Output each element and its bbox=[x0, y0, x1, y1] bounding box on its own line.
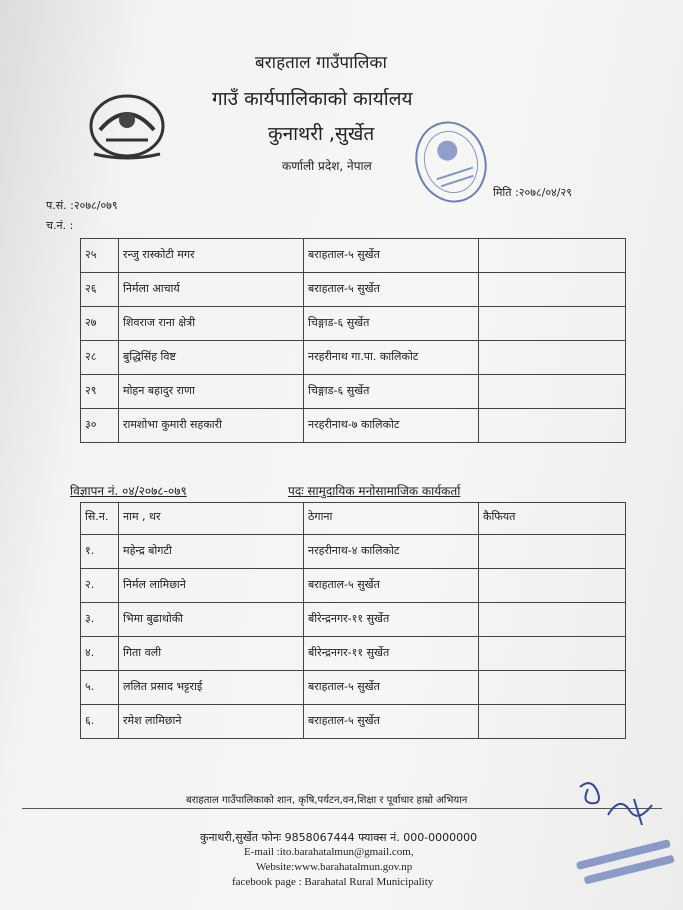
letter-number: प.सं. :२०७८/०७९ bbox=[46, 199, 118, 212]
remarks-cell bbox=[479, 341, 626, 375]
serial-cell: २. bbox=[81, 569, 119, 603]
office-name: गाउँ कार्यपालिकाको कार्यालय bbox=[212, 88, 413, 110]
name-cell: गिता वली bbox=[119, 637, 304, 671]
serial-cell: ३० bbox=[81, 409, 119, 443]
candidates-table-2 bbox=[80, 502, 626, 739]
serial-cell: ४. bbox=[81, 637, 119, 671]
serial-cell: ३. bbox=[81, 603, 119, 637]
footer-divider bbox=[22, 808, 662, 809]
name-cell: रामशोभा कुमारी सहकारी bbox=[119, 409, 304, 443]
advert-number: विज्ञापन नं. ०४/२०७८-०७९ bbox=[70, 484, 187, 498]
name-cell: बुद्धिसिंह विष्ट bbox=[119, 341, 304, 375]
remarks-cell bbox=[479, 637, 626, 671]
remarks-cell bbox=[479, 239, 626, 273]
remarks-cell bbox=[479, 603, 626, 637]
name-cell: रमेश लामिछाने bbox=[119, 705, 304, 739]
address-cell: बराहताल-५ सुर्खेत bbox=[304, 273, 479, 307]
remarks-cell bbox=[479, 307, 626, 341]
table-row bbox=[81, 273, 626, 307]
name-cell: भिमा बुढाथोकी bbox=[119, 603, 304, 637]
header-name: नाम , थर bbox=[119, 503, 304, 535]
address-cell: बराहताल-५ सुर्खेत bbox=[304, 239, 479, 273]
nepal-emblem-logo bbox=[86, 90, 168, 160]
name-cell: ललित प्रसाद भट्टराई bbox=[119, 671, 304, 705]
remarks-cell bbox=[479, 409, 626, 443]
address-cell: नरहरीनाथ गा.पा. कालिकोट bbox=[304, 341, 479, 375]
office-location: कुनाथरी ,सुर्खेत bbox=[268, 123, 375, 145]
name-cell: महेन्द्र बोगटी bbox=[119, 535, 304, 569]
table-row bbox=[81, 409, 626, 443]
header-address: ठेगाना bbox=[304, 503, 479, 535]
footer-website: Website:www.barahatalmun.gov.np bbox=[256, 861, 413, 873]
remarks-cell bbox=[479, 671, 626, 705]
name-cell: रन्जु रास्कोटी मगर bbox=[119, 239, 304, 273]
footer-motto: बराहताल गाउँपालिकाको शान, कृषि,पर्यटन,वन,शिक्षा र पूर्वाधार हाम्रो अभियान bbox=[186, 795, 468, 806]
table-row bbox=[81, 341, 626, 375]
serial-cell: २७ bbox=[81, 307, 119, 341]
address-cell: बीरेन्द्रनगर-११ सुर्खेत bbox=[304, 637, 479, 671]
candidates-table-1 bbox=[80, 238, 626, 443]
address-cell: बीरेन्द्रनगर-११ सुर्खेत bbox=[304, 603, 479, 637]
address-cell: चिङ्गाड-६ सुर्खेत bbox=[304, 307, 479, 341]
table-row bbox=[81, 535, 626, 569]
post-title: पदः सामुदायिक मनोसामाजिक कार्यकर्ता bbox=[288, 484, 461, 498]
address-cell: बराहताल-५ सुर्खेत bbox=[304, 569, 479, 603]
remarks-cell bbox=[479, 569, 626, 603]
serial-cell: १. bbox=[81, 535, 119, 569]
footer-contact: कुनाथरी,सुर्खेत फोनः 9858067444 फ्याक्स नं. 000-0000000 bbox=[200, 831, 478, 844]
table-row bbox=[81, 671, 626, 705]
remarks-cell bbox=[479, 273, 626, 307]
address-cell: बराहताल-५ सुर्खेत bbox=[304, 671, 479, 705]
address-cell: चिङ्गाड-६ सुर्खेत bbox=[304, 375, 479, 409]
footer-email: E-mail :ito.barahatalmun@gmail.com, bbox=[244, 846, 414, 858]
remarks-cell bbox=[479, 535, 626, 569]
table-row bbox=[81, 705, 626, 739]
name-cell: निर्मल लामिछाने bbox=[119, 569, 304, 603]
table-header-row bbox=[81, 503, 626, 535]
municipality-name: बराहताल गाउँपालिका bbox=[255, 53, 387, 73]
address-cell: नरहरीनाथ-७ कालिकोट bbox=[304, 409, 479, 443]
serial-cell: २९ bbox=[81, 375, 119, 409]
serial-cell: ५. bbox=[81, 671, 119, 705]
header-remarks: कैफियत bbox=[479, 503, 626, 535]
serial-cell: २६ bbox=[81, 273, 119, 307]
table-row bbox=[81, 637, 626, 671]
province-name: कर्णाली प्रदेश, नेपाल bbox=[282, 159, 372, 173]
remarks-cell bbox=[479, 705, 626, 739]
name-cell: मोहन बहादुर राणा bbox=[119, 375, 304, 409]
table-row bbox=[81, 603, 626, 637]
table-row bbox=[81, 307, 626, 341]
address-cell: बराहताल-५ सुर्खेत bbox=[304, 705, 479, 739]
name-cell: निर्मला आचार्य bbox=[119, 273, 304, 307]
name-cell: शिवराज राना क्षेत्री bbox=[119, 307, 304, 341]
serial-cell: ६. bbox=[81, 705, 119, 739]
header-sn: सि.न. bbox=[81, 503, 119, 535]
serial-cell: २५ bbox=[81, 239, 119, 273]
letter-date: मिति :२०७८/०४/२९ bbox=[493, 186, 572, 199]
table-row bbox=[81, 375, 626, 409]
table-row bbox=[81, 569, 626, 603]
footer-facebook: facebook page : Barahatal Rural Municipality bbox=[232, 876, 434, 888]
remarks-cell bbox=[479, 375, 626, 409]
serial-cell: २८ bbox=[81, 341, 119, 375]
office-seal-stamp bbox=[410, 112, 492, 212]
signature-stamp bbox=[572, 820, 683, 910]
dispatch-number: च.नं. : bbox=[46, 219, 74, 232]
table-row bbox=[81, 239, 626, 273]
address-cell: नरहरीनाथ-४ कालिकोट bbox=[304, 535, 479, 569]
